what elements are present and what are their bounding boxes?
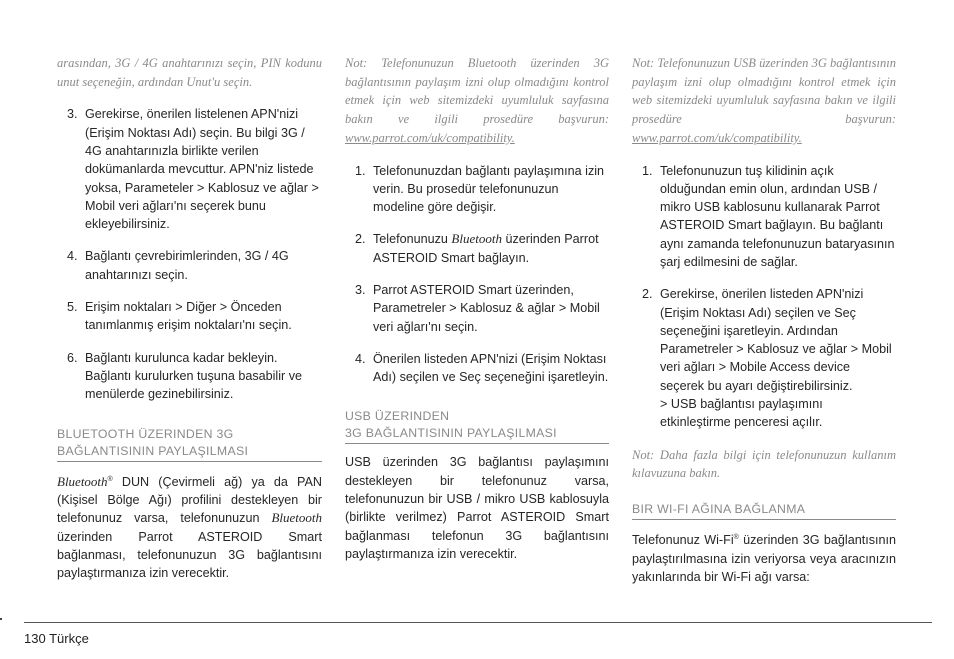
step-text: Bağlantı kurulunca kadar bekleyin. Bağlantı kurulurken tuşuna basabilir ve menülerde gezinebilirsiniz. [85, 350, 303, 402]
step-number: 2. [355, 232, 366, 247]
heading-line: USB ÜZERINDEN [345, 409, 450, 424]
margin-mark [0, 618, 2, 620]
step-text: Gerekirse, önerilen listeden APN'nizi (Erişim Noktası Adı) seçilen ve Seç seçeneğini işaretleyin. Ardından Parametreler > Kablosuz ve ağlar > Mobil veri ağları > Mobile Access device seçerek bu ayarı değiştirebilirsiniz. [660, 287, 892, 393]
step-number: 1. [355, 163, 366, 178]
note-text [345, 54, 609, 148]
body-paragraph: USB üzerinden 3G bağlantısı paylaşımını destekleyen bir telefonunuz varsa, telefonunuzun bir USB / mikro USB kablosuyla (birlikte verilmez) Parrot ASTEROID Smart bağlanması telefonun 3G bağlantısını paylaştırmanıza izin verecektir. [345, 455, 609, 561]
compatibility-link[interactable]: www.parrot.com/uk/compatibility. [632, 130, 802, 145]
step-number: 4. [355, 351, 366, 366]
heading-line: BLUETOOTH ÜZERINDEN 3G [57, 426, 234, 441]
list-item [345, 281, 609, 336]
note-text: Not: Daha fazla bilgi için telefonunuzun kullanım kılavuzuna bakın. [632, 447, 896, 481]
column-2 [345, 54, 609, 563]
steps-list [632, 162, 896, 432]
list-item [57, 349, 322, 404]
list-item [57, 105, 322, 233]
italic-term: Bluetooth [451, 231, 502, 247]
step-number: 2. [642, 287, 653, 302]
heading-line: 3G BAĞLANTISININ PAYLAŞILMASI [345, 426, 557, 441]
note-text [632, 54, 896, 148]
page-number: 130 Türkçe [24, 631, 89, 646]
step-text: Gerekirse, önerilen listelenen APN'nizi (Erişim Noktası Adı) seçin. Bu bilgi 3G / 4G anahtarınızla birlikte verilen dokümanlarda mevcuttur. APN'niz listede yoksa, Parameteler > Kablosuz ve ağlar > Mobil veri ağları'nı seçerek bunu ekleyebilirsiniz. [85, 107, 319, 232]
step-number: 5. [67, 300, 78, 315]
footer-divider [24, 622, 932, 623]
step-text: Telefonunuzdan bağlantı paylaşımına izin verin. Bu prosedür telefonunuzun modeline göre değişir. [373, 163, 605, 215]
registered-mark: ® [107, 475, 113, 483]
body-paragraph [632, 529, 896, 586]
list-item [57, 247, 322, 284]
paragraph-text: DUN (Çevirmeli ağ) ya da PAN (Kişisel Bölge Ağı) profilini destekleyen bir telefonunuz varsa, telefonunuzun [57, 474, 322, 526]
body-paragraph [57, 471, 322, 583]
paragraph-text: üzerinden Parrot ASTEROID Smart bağlanması, telefonunuzun 3G bağlantısını paylaştırmanıza izin verecektir. [57, 529, 322, 581]
steps-list [345, 162, 609, 387]
list-item [345, 162, 609, 217]
step-result: > USB bağlantısı paylaşımını etkinleştirme penceresi açılır. [660, 397, 823, 430]
step-text: Önerilen listeden APN'nizi (Erişim Noktası Adı) seçilen ve Seç seçeneğini işaretleyin. [373, 351, 609, 385]
heading-line: BAĞLANTISININ PAYLAŞILMASI [57, 443, 249, 458]
step-number: 1. [642, 163, 653, 178]
section-heading [57, 426, 322, 462]
list-item [345, 230, 609, 267]
italic-term: Bluetooth [57, 473, 108, 489]
list-item [632, 162, 896, 272]
column-3 [632, 54, 896, 586]
section-heading: BIR WI-FI AĞINA BAĞLANMA [632, 501, 896, 520]
italic-term: Bluetooth [271, 510, 322, 526]
section-heading [345, 408, 609, 444]
note-body: Not: Telefonunuzun Bluetooth üzerinden 3G bağlantısının paylaşım izni olup olmadığını kontrol etmek için web sitemizdeki uyumluluk sayfasına bakın ve ilgili prosedüre başvurun: [345, 56, 609, 127]
step-number: 4. [67, 249, 78, 264]
steps-list [57, 105, 322, 403]
step-text: Bağlantı çevrebirimlerinden, 3G / 4G anahtarınızı seçin. [85, 249, 289, 282]
note-text: arasından, 3G / 4G anahtarınızı seçin, PIN kodunu unut seçeneğin, ardından Unut'u seçin. [57, 56, 322, 89]
step-number: 6. [67, 350, 78, 365]
registered-mark: ® [733, 534, 739, 542]
list-item [632, 285, 896, 431]
step-text: Erişim noktaları > Diğer > Önceden tanımlanmış erişim noktaları'nı seçin. [85, 300, 292, 333]
step-text: Telefonunuzu [373, 232, 452, 247]
list-item [345, 350, 609, 387]
column-1 [57, 54, 322, 583]
note-body: Not: Telefonunuzun USB üzerinden 3G bağlantısının paylaşım izni olup olmadığını kontrol etmek için web sitemizdeki uyumluluk sayfasına bakın ve ilgili prosedüre başvurun: [632, 56, 896, 127]
step-number: 3. [67, 107, 78, 122]
step-number: 3. [355, 283, 366, 297]
list-item [57, 298, 322, 335]
step-text: üzerinden Parrot ASTEROID Smart bağlayın. [373, 232, 599, 265]
step-text: Parrot ASTEROID Smart üzerinden, Parametreler > Kablosuz & ağlar > Mobil veri ağları'nı seçin. [373, 283, 600, 334]
paragraph-text: üzerinden 3G bağlantısının paylaştırılmasına izin veriyorsa veya aracınızın yakınlarında bir Wi-Fi ağı varsa: [632, 533, 896, 584]
compatibility-link[interactable]: www.parrot.com/uk/compatibility. [345, 130, 515, 145]
step-text: Telefonunuzun tuş kilidinin açık olduğundan emin olun, ardından USB / mikro USB kablosunu kullanarak Parrot ASTEROID Smart bağlayın. Bu bağlantı aynı zamanda telefonunuzun bataryasının şarj edilmesini de sağlar. [660, 163, 895, 269]
paragraph-text: Telefonunuz Wi-Fi [632, 533, 734, 548]
